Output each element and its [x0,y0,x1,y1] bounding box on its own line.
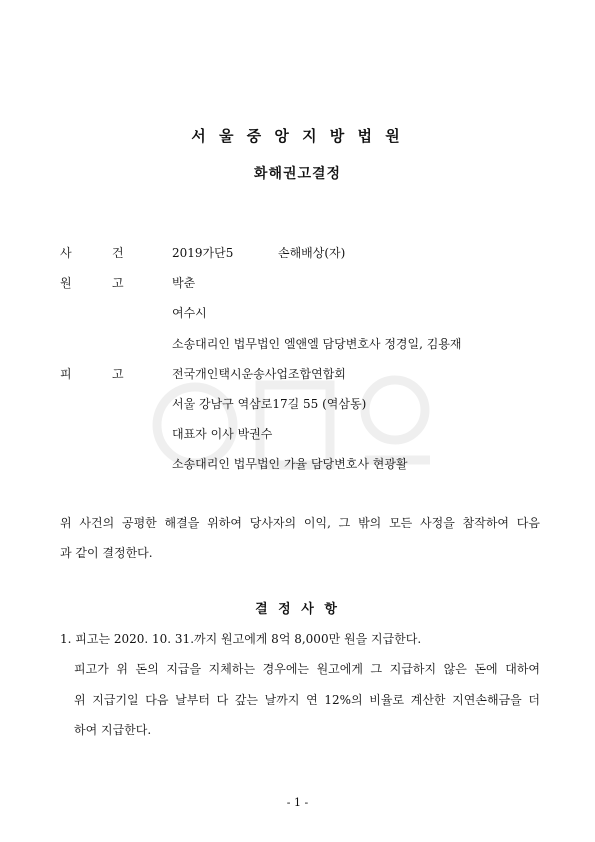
decision-item-1-cont-1-text: 피고가 위 돈의 지급을 지체하는 경우에는 원고에게 그 지급하지 않은 돈에 대하여 [74,662,540,676]
defendant-label-1: 피 [60,367,72,381]
intro-paragraph-line-2: 과 같이 결정한다. [60,546,153,560]
intro-line-1-text: 위 사건의 공평한 해결을 위하여 당사자의 이익, 그 밖의 모든 사정을 참작하여 다음 [60,516,540,530]
decision-item-1-cont-2 [74,693,540,707]
decision-item-1-cont-3: 하여 지급한다. [74,723,152,737]
defendant-counsel: 소송대리인 법무법인 가율 담당변호사 현광활 [172,457,408,471]
page-number: - 1 - [286,796,309,809]
plaintiff-label-1: 원 [60,276,72,290]
case-label-2: 건 [112,246,124,260]
decision-heading: 결 정 사 항 [255,602,340,617]
plaintiff-name: 박춘 [172,276,196,290]
defendant-label-2: 고 [112,367,124,381]
decision-item-1-cont-1 [74,662,540,676]
defendant-address: 서울 강남구 역삼로17길 55 (역삼동) [172,397,367,411]
decision-item-1: 1. 피고는 2020. 10. 31.까지 원고에게 8억 8,000만 원을 지급한다. [60,632,422,646]
case-name: 손해배상(자) [278,246,346,260]
court-name: 서 울 중 앙 지 방 법 원 [191,127,404,145]
case-label-1: 사 [60,246,72,260]
plaintiff-label-2: 고 [112,276,124,290]
defendant-representative: 대표자 이사 박권수 [172,427,273,441]
plaintiff-counsel: 소송대리인 법무법인 엘앤엘 담당변호사 정경일, 김용재 [172,337,462,351]
intro-paragraph-line-1 [60,516,540,530]
case-number: 2019가단5 [172,246,234,260]
document-title: 화해권고결정 [253,166,342,182]
plaintiff-address: 여수시 [172,306,207,320]
decision-item-1-cont-2-text: 위 지급기일 다음 날부터 다 갚는 날까지 연 12%의 비율로 계산한 지연손해금을 더 [74,693,540,707]
defendant-name: 전국개인택시운송사업조합연합회 [172,367,346,381]
